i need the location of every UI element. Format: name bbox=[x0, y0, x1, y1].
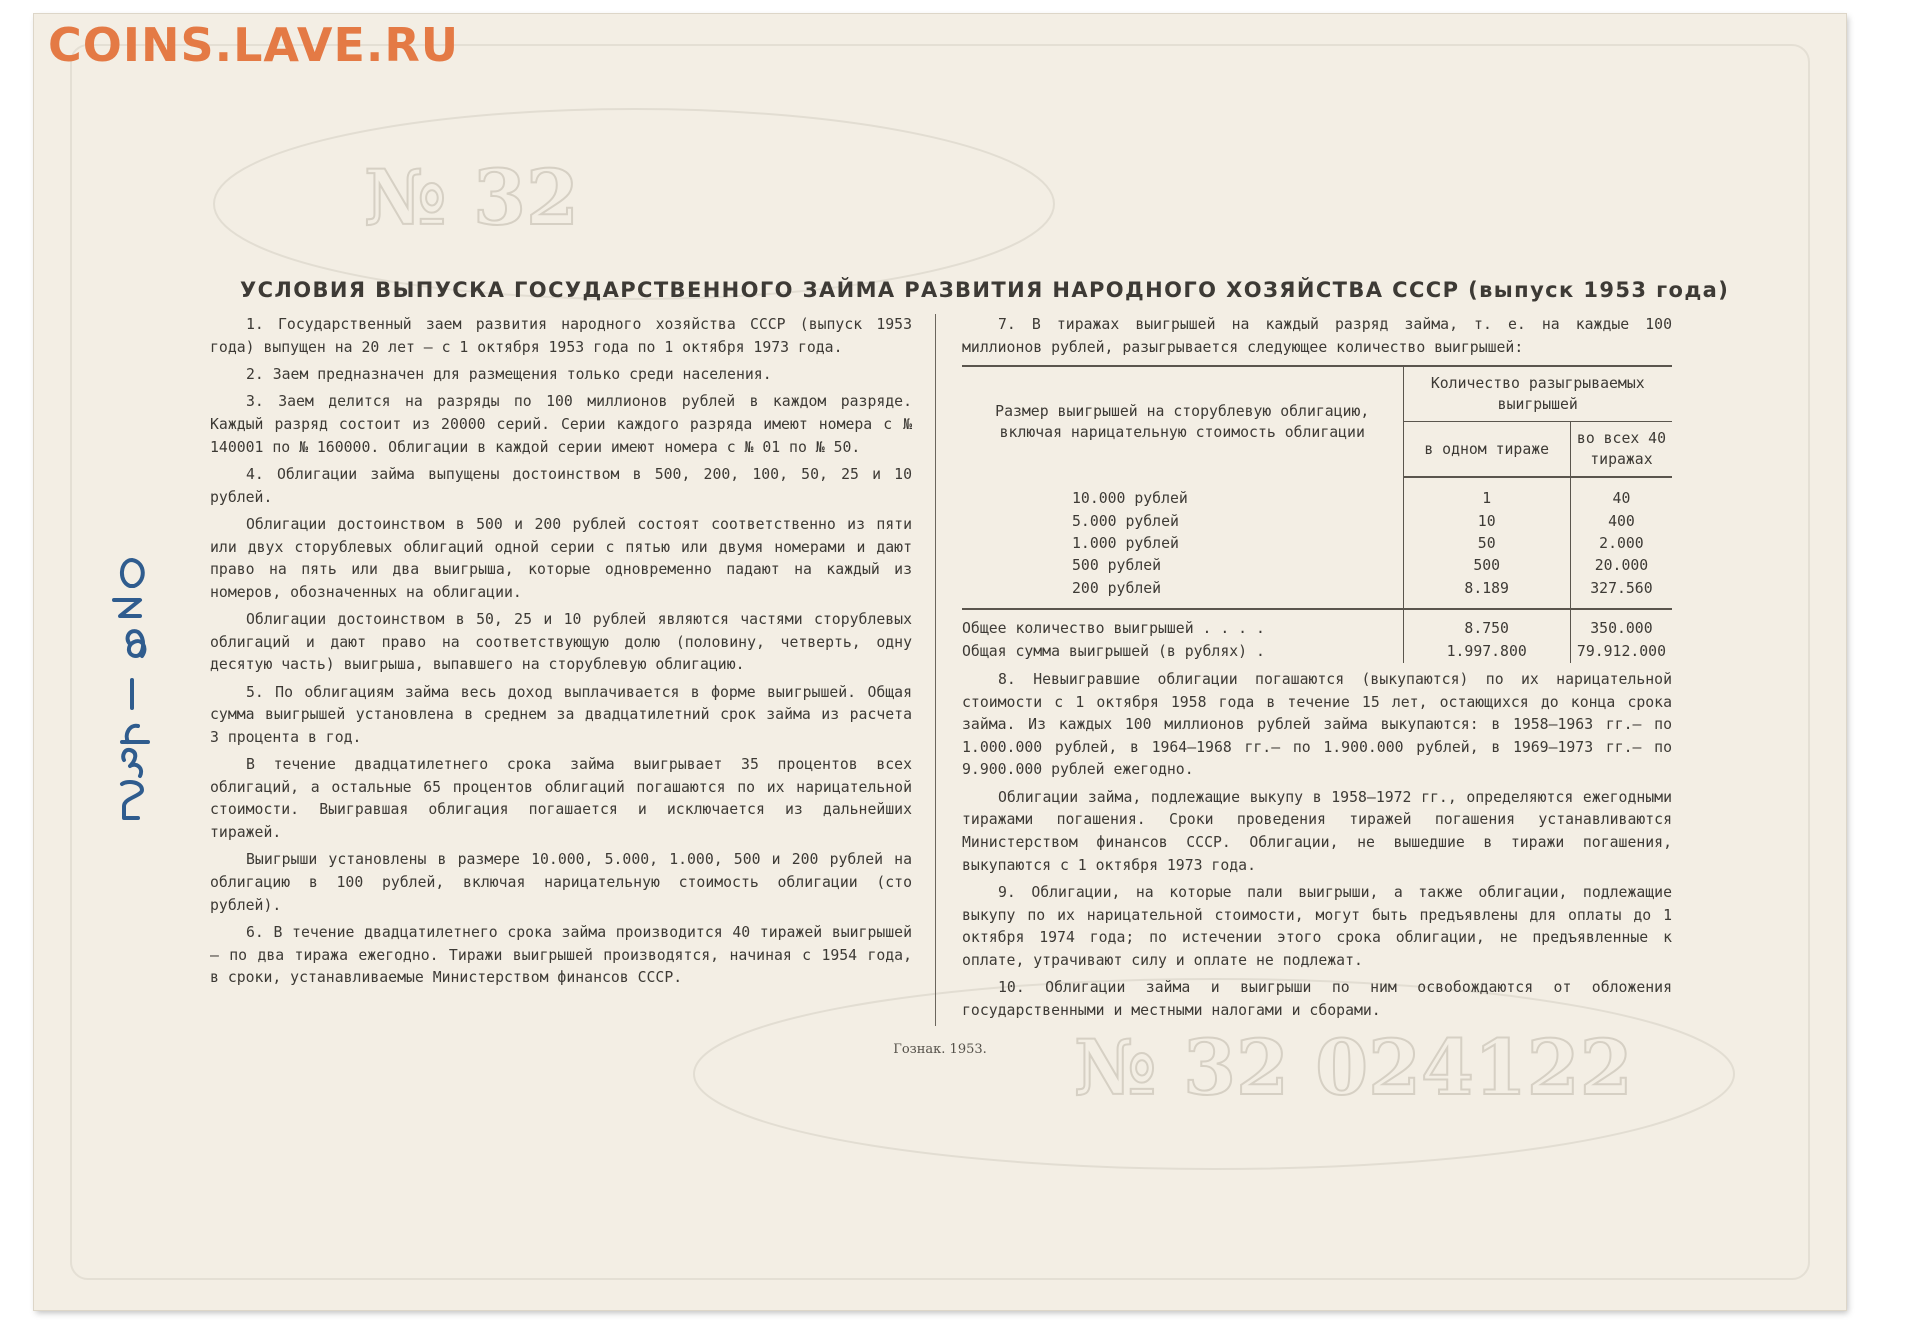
prize-table bbox=[962, 365, 1672, 663]
clause-2: 2. Заем предназначен для размещения только среди населения. bbox=[246, 365, 772, 383]
clause-5: 5. По облигациям займа весь доход выплачивается в форме выигрышей. Общая сумма выигрышей установлена в среднем за двадцатилетний срок займа из расчета 3 процента в год. bbox=[210, 683, 912, 746]
table-total-count-row bbox=[962, 609, 1672, 640]
total-count-label: Общее количество выигрышей . . . . bbox=[962, 620, 1265, 638]
handwritten-note bbox=[84, 520, 154, 820]
prize-size-cell: 200 рублей bbox=[962, 578, 1403, 609]
total-count-all-draws: 350.000 bbox=[1570, 609, 1672, 640]
prize-all-draws-cell: 2.000 bbox=[1570, 533, 1672, 555]
clause-5-paragraph-3: Выигрыши установлены в размере 10.000, 5.000, 1.000, 500 и 200 рублей на облигацию в 100 рублей, включая нарицательную стоимость облигации (сто рублей). bbox=[210, 851, 912, 914]
table-row bbox=[962, 511, 1672, 533]
prize-one-draw-cell: 500 bbox=[1403, 555, 1570, 577]
clause-6: 6. В течение двадцатилетнего срока займа производится 40 тиражей выигрышей — по два тиража ежегодно. Тиражи выигрышей производятся, начиная с 1954 года, в сроки, устанавливаемые Министерством финансов СССР. bbox=[210, 924, 912, 987]
left-column bbox=[210, 314, 912, 995]
clause-8: 8. Невыигравшие облигации погашаются (выкупаются) по их нарицательной стоимости с 1 октября 1958 года в течение 15 лет, остающихся до конца срока займа. Из каждых 100 миллионов рублей займа выкупаются: в 1958—1963 гг.— по 1.000.000 рублей, в 1964—1968 гг.— по 1.900.000 рублей, в 1969—1973 гг.— по 9.900.000 рублей ежегодно. bbox=[962, 671, 1672, 779]
prize-one-draw-cell: 8.189 bbox=[1403, 578, 1570, 609]
table-row bbox=[962, 555, 1672, 577]
watermark-serial-top: № 32 bbox=[364, 153, 579, 242]
prize-one-draw-cell: 50 bbox=[1403, 533, 1570, 555]
table-total-sum-row bbox=[962, 641, 1672, 663]
watermark-serial-bottom: № 32 024122 bbox=[1074, 1023, 1633, 1112]
total-sum-label: Общая сумма выигрышей (в рублях) . bbox=[962, 642, 1265, 660]
column-divider bbox=[935, 314, 936, 1026]
prize-all-draws-cell: 327.560 bbox=[1570, 578, 1672, 609]
prize-one-draw-cell: 1 bbox=[1403, 477, 1570, 510]
prize-size-cell: 5.000 рублей bbox=[1072, 512, 1179, 530]
prize-table-header-size: Размер выигрышей на сторублевую облигацию, включая нарицательную стоимость облигации bbox=[962, 366, 1403, 477]
clause-4: 4. Облигации займа выпущены достоинством в 500, 200, 100, 50, 25 и 10 рублей. bbox=[210, 465, 912, 506]
prize-all-draws-cell: 20.000 bbox=[1570, 555, 1672, 577]
clause-10: 10. Облигации займа и выигрыши по ним освобождаются от обложения государственными и местными налогами и сборами. bbox=[962, 979, 1672, 1019]
total-sum-all-draws: 79.912.000 bbox=[1570, 641, 1672, 663]
prize-one-draw-cell: 10 bbox=[1403, 511, 1570, 533]
clause-9: 9. Облигации, на которые пали выигрыши, а также облигации, подлежащие выкупу по их нарицательной стоимости, могут быть предъявлены для оплаты до 1 октября 1974 года; по истечении этого срока облигации, не предъявленные к оплате, утрачивают силу и оплате не подлежат. bbox=[962, 883, 1672, 969]
clause-1: 1. Государственный заем развития народного хозяйства СССР (выпуск 1953 года) выпущен на 20 лет — с 1 октября 1953 года по 1 октября 1973 года. bbox=[210, 316, 912, 356]
table-row bbox=[962, 533, 1672, 555]
total-sum-one-draw: 1.997.800 bbox=[1403, 641, 1570, 663]
clause-7: 7. В тиражах выигрышей на каждый разряд займа, т. е. на каждые 100 миллионов рублей, разыгрывается следующее количество выигрышей: bbox=[962, 316, 1672, 356]
prize-all-draws-cell: 40 bbox=[1570, 477, 1672, 510]
prize-size-cell: 500 рублей bbox=[1072, 557, 1162, 575]
prize-table-header-count: Количество разыгрываемых выигрышей bbox=[1403, 366, 1672, 422]
document-title: УСЛОВИЯ ВЫПУСКА ГОСУДАРСТВЕННОГО ЗАЙМА РАЗВИТИЯ НАРОДНОГО ХОЗЯЙСТВА СССР (выпуск 1953 года) bbox=[240, 278, 1730, 302]
prize-size-cell: 10.000 рублей bbox=[1072, 489, 1188, 507]
clause-4-paragraph-2: Облигации достоинством в 500 и 200 рублей состоят соответственно из пяти или двух сторублевых облигаций одной серии с пятью или двумя номерами и дают право на пять или два выигрыша, которые одновременно падают на каждый из номеров, обозначенных на облигации. bbox=[210, 515, 912, 601]
clause-4-paragraph-3: Облигации достоинством в 50, 25 и 10 рублей являются частями сторублевых облигаций и дают право на соответствующую долю (половину, четверть, одну десятую часть) выигрыша, выпавшего на сторублевую облигацию. bbox=[210, 611, 912, 674]
prize-table-header-all-draws: во всех 40 тиражах bbox=[1570, 422, 1672, 478]
clause-8-paragraph-2: Облигации займа, подлежащие выкупу в 1958—1972 гг., определяются ежегодными тиражами погашения. Сроки проведения тиражей погашения устанавливаются Министерством финансов СССР. Облигации, не вышедшие в тиражи погашения, выкупаются с 1 октября 1973 года. bbox=[962, 788, 1672, 874]
prize-size-cell: 1.000 рублей bbox=[1072, 535, 1179, 552]
site-logo: COINS.LAVE.RU bbox=[48, 18, 460, 72]
clause-5-paragraph-2: В течение двадцатилетнего срока займа выигрывает 35 процентов всех облигаций, а остальные 65 процентов облигаций погашаются по их нарицательной стоимости. Выигравшая облигация погашается и исключается из дальнейших тиражей. bbox=[210, 756, 912, 842]
handwritten-note-drawing bbox=[84, 520, 154, 820]
table-row bbox=[962, 578, 1672, 609]
table-row bbox=[962, 477, 1672, 510]
clause-3: 3. Заем делится на разряды по 100 миллионов рублей в каждом разряде. Каждый разряд состоит из 20000 серий. Серии каждого разряда имеют номера с № 140001 по № 160000. Облигации в каждой серии имеют номера с № 01 по № 50. bbox=[210, 393, 912, 456]
total-count-one-draw: 8.750 bbox=[1403, 609, 1570, 640]
prize-all-draws-cell: 400 bbox=[1570, 511, 1672, 533]
prize-table-header-one-draw: в одном тираже bbox=[1403, 422, 1570, 478]
right-column bbox=[962, 314, 1672, 1027]
printer-imprint: Гознак. 1953. bbox=[893, 1042, 987, 1057]
